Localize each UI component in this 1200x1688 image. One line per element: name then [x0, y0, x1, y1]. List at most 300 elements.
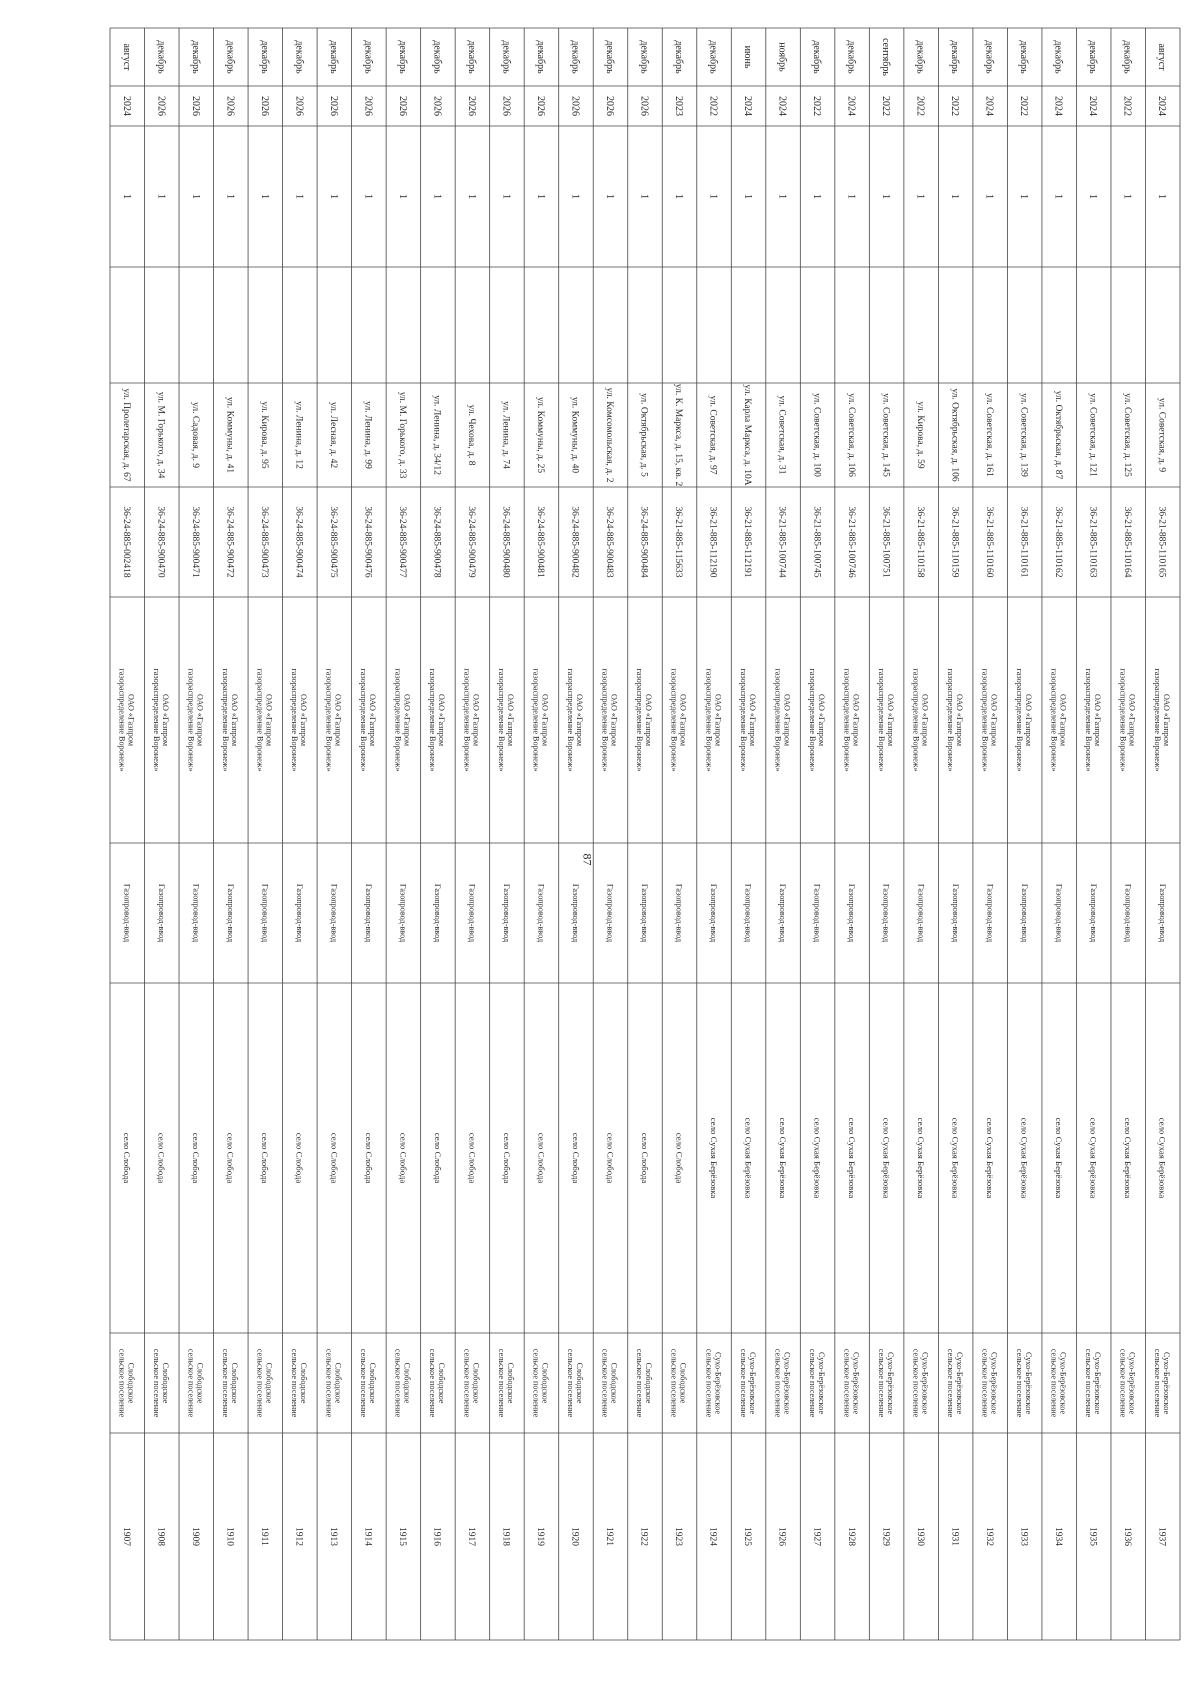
- cell-month: август: [120, 43, 132, 71]
- cell-count: 1: [1121, 194, 1133, 199]
- cell-year: 2022: [914, 96, 926, 116]
- cell-owner-line: ОАО «Газпром: [954, 693, 964, 747]
- cell-num: 1911: [258, 1527, 269, 1546]
- cell-month: декабрь: [673, 40, 685, 74]
- cell-year: 2026: [362, 96, 374, 116]
- cell-owner-line: ОАО «Газпром: [333, 693, 343, 747]
- cell-owner: [497, 668, 515, 771]
- cell-address: ул. Коммуны, д. 41: [224, 396, 235, 474]
- cell-settlement-line: Сухо-Берёзовское: [1092, 1351, 1102, 1415]
- cell-locality: село Слобода: [398, 1132, 409, 1184]
- cell-year: 2026: [396, 96, 408, 116]
- cell-month: декабрь: [431, 40, 443, 74]
- cell-object: Газопровод-ввод: [709, 883, 719, 943]
- cell-month: декабрь: [362, 40, 374, 74]
- cell-owner-line: газораспределение Воронеж»: [980, 668, 990, 772]
- cell-settlement-line: Слободское: [402, 1362, 412, 1404]
- cell-num: 1933: [1018, 1527, 1029, 1546]
- cell-num: 1907: [120, 1527, 131, 1546]
- cell-locality: село Слобода: [570, 1132, 581, 1184]
- cell-num: 1927: [811, 1527, 822, 1546]
- cell-owner-line: газораспределение Воронеж»: [876, 668, 886, 772]
- cell-settlement: [566, 1349, 584, 1418]
- cell-settlement-line: сельское поселение: [600, 1348, 610, 1418]
- cell-locality: село Сухая Берёзовка: [881, 1117, 892, 1199]
- cell-locality: село Сухая Берёзовка: [743, 1117, 754, 1199]
- cell-settlement-line: сельское поселение: [462, 1348, 472, 1418]
- cell-locality: село Сухая Берёзовка: [1123, 1117, 1134, 1199]
- cell-year: 2024: [1087, 96, 1099, 116]
- cell-owner-line: газораспределение Воронеж»: [359, 668, 369, 772]
- cell-owner-line: ОАО «Газпром: [816, 693, 826, 747]
- cell-year: 2026: [224, 96, 236, 116]
- cell-settlement: [739, 1349, 757, 1418]
- cell-owner: [463, 668, 481, 771]
- cell-settlement: [980, 1349, 998, 1418]
- cell-address: ул. Ленина, д. 12: [293, 401, 304, 469]
- cell-settlement-line: Сухо-Берёзовское: [1161, 1351, 1171, 1415]
- cell-owner: [256, 668, 274, 771]
- cell-count: 1: [880, 194, 892, 199]
- cell-settlement-line: сельское поселение: [842, 1348, 852, 1418]
- cell-settlement-line: Сухо-Берёзовское: [989, 1351, 999, 1415]
- cell-month: декабрь: [707, 40, 719, 74]
- cell-owner: [739, 668, 757, 771]
- cell-cad: 36-21-885-100751: [880, 506, 891, 578]
- cell-owner-line: ОАО «Газпром: [402, 693, 412, 747]
- cell-settlement-line: сельское поселение: [221, 1348, 231, 1418]
- cell-settlement-line: Сухо-Берёзовское: [954, 1351, 964, 1415]
- cell-locality: село Слобода: [639, 1132, 650, 1184]
- cell-month: декабрь: [949, 40, 961, 74]
- cell-month: декабрь: [811, 40, 823, 74]
- cell-num: 1918: [500, 1527, 511, 1546]
- cell-owner: [117, 668, 135, 771]
- cell-cad: 36-21-885-112191: [742, 506, 753, 578]
- cell-owner: [773, 668, 791, 771]
- cell-object: Газопровод-ввод: [191, 883, 201, 943]
- cell-cad: 36-24-885-900478: [431, 506, 442, 578]
- cell-count: 1: [534, 194, 546, 199]
- cell-owner: [911, 668, 929, 771]
- cell-owner-line: ОАО «Газпром: [437, 693, 447, 747]
- cell-address: ул. Карла Маркса, д. 10А: [742, 384, 753, 486]
- cell-num: 1921: [604, 1527, 615, 1546]
- cell-settlement: [532, 1349, 550, 1418]
- cell-owner-line: ОАО «Газпром: [713, 693, 723, 747]
- cell-month: декабрь: [327, 40, 339, 74]
- cell-settlement-line: сельское поселение: [186, 1348, 196, 1418]
- cell-owner-line: ОАО «Газпром: [851, 693, 861, 747]
- cell-owner: [1049, 668, 1067, 771]
- cell-month: декабрь: [845, 40, 857, 74]
- cell-owner-line: газораспределение Воронеж»: [773, 668, 783, 772]
- cell-settlement: [152, 1349, 170, 1418]
- cell-count: 1: [811, 194, 823, 199]
- cell-settlement-line: Слободское: [264, 1362, 274, 1404]
- cell-cad: 36-24-885-002418: [120, 506, 131, 578]
- cell-owner: [325, 668, 343, 771]
- cell-owner-line: ОАО «Газпром: [1127, 693, 1137, 747]
- cell-object: Газопровод-ввод: [1054, 883, 1064, 943]
- cell-owner: [877, 668, 895, 771]
- cell-count: 1: [845, 194, 857, 199]
- cell-address: ул. Пролетарская, д. 67: [120, 388, 131, 482]
- cell-locality: село Слобода: [536, 1132, 547, 1184]
- cell-settlement: [842, 1349, 860, 1418]
- cell-settlement-line: Сухо-Берёзовское: [920, 1351, 930, 1415]
- cell-owner: [946, 668, 964, 771]
- cell-settlement-line: Слободское: [126, 1362, 136, 1404]
- cell-month: декабрь: [1018, 40, 1030, 74]
- cell-year: 2022: [811, 96, 823, 116]
- cell-settlement: [221, 1349, 239, 1418]
- cell-year: 2026: [534, 96, 546, 116]
- cell-address: ул. Советская, д. 97: [707, 395, 718, 475]
- cell-settlement: [187, 1349, 205, 1418]
- cell-month: декабрь: [914, 40, 926, 74]
- cell-cad: 36-21-885-110158: [914, 506, 925, 578]
- cell-object: Газопровод-ввод: [916, 883, 926, 943]
- cell-num: 1926: [776, 1527, 787, 1546]
- cell-address: ул. Советская, д. 161: [983, 393, 994, 477]
- cell-settlement-line: Слободское: [678, 1362, 688, 1404]
- cell-num: 1923: [673, 1527, 684, 1546]
- cell-settlement-line: Слободское: [437, 1362, 447, 1404]
- cell-settlement: [428, 1349, 446, 1418]
- cell-count: 1: [396, 194, 408, 199]
- cell-object: Газопровод-ввод: [364, 883, 374, 943]
- cell-num: 1928: [845, 1527, 856, 1546]
- cell-num: 1932: [983, 1527, 994, 1546]
- cell-owner-line: газораспределение Воронеж»: [704, 668, 714, 772]
- cell-settlement-line: сельское поселение: [255, 1348, 265, 1418]
- cell-count: 1: [1052, 194, 1064, 199]
- cell-cad: 36-24-885-900470: [155, 506, 166, 578]
- cell-month: декабрь: [534, 40, 546, 74]
- cell-settlement-line: сельское поселение: [704, 1348, 714, 1418]
- cell-settlement-line: Слободское: [506, 1362, 516, 1404]
- cell-object: Газопровод-ввод: [156, 883, 166, 943]
- cell-year: 2026: [569, 96, 581, 116]
- cell-object: Газопровод-ввод: [329, 883, 339, 943]
- cell-owner-line: ОАО «Газпром: [1058, 693, 1068, 747]
- cell-locality: село Сухая Берёзовка: [950, 1117, 961, 1199]
- cell-locality: село Сухая Берёзовка: [916, 1117, 927, 1199]
- cell-cad: 36-24-885-900472: [224, 506, 235, 578]
- cell-owner-line: газораспределение Воронеж»: [428, 668, 438, 772]
- cell-address: ул. Ленина, д. 74: [500, 401, 511, 469]
- cell-settlement-line: сельское поселение: [1152, 1348, 1162, 1418]
- cell-settlement-line: сельское поселение: [151, 1348, 161, 1418]
- cell-settlement-line: сельское поселение: [1049, 1348, 1059, 1418]
- cell-settlement-line: сельское поселение: [911, 1348, 921, 1418]
- cell-address: ул. Ленина, д. 99: [362, 401, 373, 469]
- cell-settlement: [1015, 1349, 1033, 1418]
- cell-cad: 36-24-885-900477: [397, 506, 408, 578]
- cell-locality: село Сухая Берёзовка: [777, 1117, 788, 1199]
- cell-count: 1: [120, 194, 132, 199]
- cell-object: Газопровод-ввод: [985, 883, 995, 943]
- cell-num: 1917: [466, 1527, 477, 1546]
- cell-address: ул. Советская, д. 121: [1087, 393, 1098, 477]
- cell-settlement: [256, 1349, 274, 1418]
- cell-address: ул. Октябрьская, д. 87: [1052, 390, 1063, 480]
- cell-settlement-line: Слободское: [471, 1362, 481, 1404]
- cell-count: 1: [949, 194, 961, 199]
- cell-settlement-line: Слободское: [540, 1362, 550, 1404]
- cell-locality: село Слобода: [225, 1132, 236, 1184]
- cell-settlement-line: сельское поселение: [290, 1348, 300, 1418]
- cell-cad: 36-21-885-110159: [949, 506, 960, 578]
- cell-owner-line: ОАО «Газпром: [747, 693, 757, 747]
- cell-num: 1912: [293, 1527, 304, 1546]
- cell-cad: 36-24-885-900482: [569, 506, 580, 578]
- cell-cad: 36-21-885-110160: [983, 506, 994, 578]
- cell-year: 2026: [258, 96, 270, 116]
- cell-month: сентябрь: [880, 38, 892, 76]
- cell-month: декабрь: [465, 40, 477, 74]
- cell-settlement: [911, 1349, 929, 1418]
- cell-object: Газопровод-ввод: [881, 883, 891, 943]
- cell-object: Газопровод-ввод: [1123, 883, 1133, 943]
- cell-owner: [359, 668, 377, 771]
- cell-owner-line: газораспределение Воронеж»: [1083, 668, 1093, 772]
- cell-settlement-line: Слободское: [368, 1362, 378, 1404]
- cell-cad: 36-24-885-900475: [328, 506, 339, 578]
- cell-settlement: [635, 1349, 653, 1418]
- cell-settlement-line: Сухо-Берёзовское: [747, 1351, 757, 1415]
- cell-cad: 36-21-885-115633: [673, 506, 684, 578]
- cell-address: ул. Советская, д. 139: [1018, 393, 1029, 477]
- cell-object: Газопровод-ввод: [847, 883, 857, 943]
- cell-owner: [842, 668, 860, 771]
- cell-cad: 36-24-885-900474: [293, 506, 304, 578]
- cell-owner-line: газораспределение Воронеж»: [600, 668, 610, 772]
- cell-owner-line: ОАО «Газпром: [989, 693, 999, 747]
- cell-owner-line: ОАО «Газпром: [195, 693, 205, 747]
- cell-settlement: [670, 1349, 688, 1418]
- cell-owner-line: газораспределение Воронеж»: [393, 668, 403, 772]
- cell-month: декабрь: [569, 40, 581, 74]
- cell-num: 1916: [431, 1527, 442, 1546]
- cell-address: ул. Советская, д. 145: [880, 393, 891, 477]
- cell-settlement: [359, 1349, 377, 1418]
- cell-address: ул. Советская, д. 125: [1121, 393, 1132, 477]
- cell-month: декабрь: [155, 40, 167, 74]
- cell-settlement: [1049, 1349, 1067, 1418]
- cell-owner: [1015, 668, 1033, 771]
- cell-cad: 36-24-885-900471: [189, 506, 200, 578]
- cell-num: 1924: [707, 1527, 718, 1546]
- cell-cad: 36-21-885-110164: [1121, 506, 1132, 578]
- cell-address: ул. Ленина, д. 34/12: [431, 395, 442, 475]
- cell-owner-line: ОАО «Газпром: [126, 693, 136, 747]
- cell-count: 1: [155, 194, 167, 199]
- cell-month: декабрь: [983, 40, 995, 74]
- cell-owner-line: ОАО «Газпром: [575, 693, 585, 747]
- cell-locality: село Слобода: [674, 1132, 685, 1184]
- cell-object: Газопровод-ввод: [1019, 883, 1029, 943]
- cell-owner-line: газораспределение Воронеж»: [186, 668, 196, 772]
- cell-settlement-line: Слободское: [299, 1362, 309, 1404]
- cell-num: 1930: [914, 1527, 925, 1546]
- cell-owner-line: ОАО «Газпром: [920, 693, 930, 747]
- cell-owner-line: ОАО «Газпром: [609, 693, 619, 747]
- cell-owner-line: газораспределение Воронеж»: [462, 668, 472, 772]
- cell-locality: село Слобода: [191, 1132, 202, 1184]
- cell-count: 1: [500, 194, 512, 199]
- cell-count: 1: [362, 194, 374, 199]
- cell-owner: [152, 668, 170, 771]
- cell-address: ул. Советская, д. 9: [1156, 397, 1167, 473]
- cell-owner-line: газораспределение Воронеж»: [1014, 668, 1024, 772]
- cell-owner: [601, 668, 619, 771]
- cell-owner-line: ОАО «Газпром: [1092, 693, 1102, 747]
- cell-object: Газопровод-ввод: [674, 883, 684, 943]
- cell-settlement-line: сельское поселение: [117, 1348, 127, 1418]
- cell-cad: 36-24-885-900484: [638, 506, 649, 578]
- cell-year: 2026: [327, 96, 339, 116]
- cell-address: ул. Кирова, д. 95: [258, 401, 269, 469]
- cell-owner-line: ОАО «Газпром: [1161, 693, 1171, 747]
- cell-cad: 36-24-885-900476: [362, 506, 373, 578]
- cell-cad: 36-21-885-110162: [1052, 506, 1063, 578]
- cell-settlement-line: сельское поселение: [359, 1348, 369, 1418]
- cell-settlement-line: Сухо-Берёзовское: [1023, 1351, 1033, 1415]
- cell-address: ул. Чехова, д. 8: [466, 404, 477, 466]
- cell-object: Газопровод-ввод: [640, 883, 650, 943]
- cell-owner-line: газораспределение Воронеж»: [151, 668, 161, 772]
- cell-year: 2024: [983, 96, 995, 116]
- cell-owner-line: газораспределение Воронеж»: [324, 668, 334, 772]
- cell-settlement-line: Слободское: [609, 1362, 619, 1404]
- cell-settlement-line: Сухо-Берёзовское: [782, 1351, 792, 1415]
- cell-settlement: [946, 1349, 964, 1418]
- cell-address: ул. Коммуны, д. 40: [569, 396, 580, 474]
- cell-owner-line: газораспределение Воронеж»: [1152, 668, 1162, 772]
- cell-owner-line: газораспределение Воронеж»: [945, 668, 955, 772]
- cell-num: 1935: [1087, 1527, 1098, 1546]
- cell-month: декабрь: [1087, 40, 1099, 74]
- cell-cad: 36-21-885-110165: [1156, 506, 1167, 578]
- cell-year: 2022: [1018, 96, 1030, 116]
- cell-address: ул. Кирова, д. 59: [914, 401, 925, 469]
- cell-owner-line: ОАО «Газпром: [678, 693, 688, 747]
- cell-owner-line: ОАО «Газпром: [264, 693, 274, 747]
- cell-owner: [1153, 668, 1171, 771]
- cell-year: 2024: [845, 96, 857, 116]
- cell-settlement-line: Сухо-Берёзовское: [816, 1351, 826, 1415]
- cell-year: 2026: [293, 96, 305, 116]
- cell-num: 1908: [155, 1527, 166, 1546]
- cell-num: 1909: [189, 1527, 200, 1546]
- cell-count: 1: [1087, 194, 1099, 199]
- cell-settlement: [773, 1349, 791, 1418]
- cell-owner: [808, 668, 826, 771]
- cell-year: 2026: [155, 96, 167, 116]
- cell-year: 2024: [120, 96, 132, 116]
- cell-month: декабрь: [258, 40, 270, 74]
- cell-count: 1: [776, 194, 788, 199]
- cell-settlement-line: сельское поселение: [393, 1348, 403, 1418]
- cell-owner-line: ОАО «Газпром: [1023, 693, 1033, 747]
- cell-owner-line: газораспределение Воронеж»: [669, 668, 679, 772]
- cell-settlement-line: сельское поселение: [773, 1348, 783, 1418]
- cell-count: 1: [569, 194, 581, 199]
- cell-count: 1: [673, 194, 685, 199]
- cell-object: Газопровод-ввод: [467, 883, 477, 943]
- cell-owner-line: ОАО «Газпром: [471, 693, 481, 747]
- cell-settlement-line: Слободское: [644, 1362, 654, 1404]
- cell-object: Газопровод-ввод: [778, 883, 788, 943]
- cell-year: 2026: [603, 96, 615, 116]
- cell-object: Газопровод-ввод: [1157, 883, 1167, 943]
- cell-settlement-line: сельское поселение: [1118, 1348, 1128, 1418]
- cell-locality: село Слобода: [329, 1132, 340, 1184]
- cell-month: декабрь: [638, 40, 650, 74]
- cell-object: Газопровод-ввод: [812, 883, 822, 943]
- cell-cad: 36-21-885-110161: [1018, 506, 1029, 578]
- cell-month: декабрь: [500, 40, 512, 74]
- cell-settlement-line: сельское поселение: [876, 1348, 886, 1418]
- cell-settlement-line: сельское поселение: [1083, 1348, 1093, 1418]
- cell-settlement: [877, 1349, 895, 1418]
- cell-cad: 36-21-885-110163: [1087, 506, 1098, 578]
- cell-year: 2023: [673, 96, 685, 116]
- cell-address: ул. М. Горького, д. 33: [397, 391, 408, 479]
- cell-settlement: [1084, 1349, 1102, 1418]
- cell-settlement: [808, 1349, 826, 1418]
- cell-owner-line: газораспределение Воронеж»: [1118, 668, 1128, 772]
- cell-object: Газопровод-ввод: [743, 883, 753, 943]
- cell-object: Газопровод-ввод: [502, 883, 512, 943]
- cell-count: 1: [258, 194, 270, 199]
- cell-owner: [428, 668, 446, 771]
- cell-settlement: [601, 1349, 619, 1418]
- cell-cad: 36-24-885-900479: [466, 506, 477, 578]
- page-number: 87: [580, 853, 595, 866]
- cell-num: 1925: [742, 1527, 753, 1546]
- cell-owner: [532, 668, 550, 771]
- cell-count: 1: [603, 194, 615, 199]
- cell-settlement-line: Сухо-Берёзовское: [851, 1351, 861, 1415]
- cell-owner: [704, 668, 722, 771]
- cell-month: декабрь: [293, 40, 305, 74]
- cell-address: ул. Советская, д. 31: [776, 395, 787, 475]
- cell-settlement-line: Слободское: [575, 1362, 585, 1404]
- cell-address: ул. М. Горького, д. 34: [155, 391, 166, 479]
- cell-settlement: [463, 1349, 481, 1418]
- cell-year: 2024: [742, 96, 754, 116]
- cell-settlement: [1118, 1349, 1136, 1418]
- cell-count: 1: [914, 194, 926, 199]
- cell-settlement-line: Слободское: [161, 1362, 171, 1404]
- cell-year: 2026: [465, 96, 477, 116]
- cell-owner-line: газораспределение Воронеж»: [221, 668, 231, 772]
- cell-owner-line: газораспределение Воронеж»: [255, 668, 265, 772]
- cell-count: 1: [1018, 194, 1030, 199]
- cell-settlement-line: сельское поселение: [738, 1348, 748, 1418]
- cell-address: ул. Октябрьская, д. 5: [638, 393, 649, 477]
- cell-count: 1: [465, 194, 477, 199]
- cell-settlement-line: сельское поселение: [1014, 1348, 1024, 1418]
- cell-num: 1919: [535, 1527, 546, 1546]
- cell-settlement-line: сельское поселение: [428, 1348, 438, 1418]
- cell-owner: [221, 668, 239, 771]
- cell-locality: село Сухая Берёзовка: [812, 1117, 823, 1199]
- cell-count: 1: [224, 194, 236, 199]
